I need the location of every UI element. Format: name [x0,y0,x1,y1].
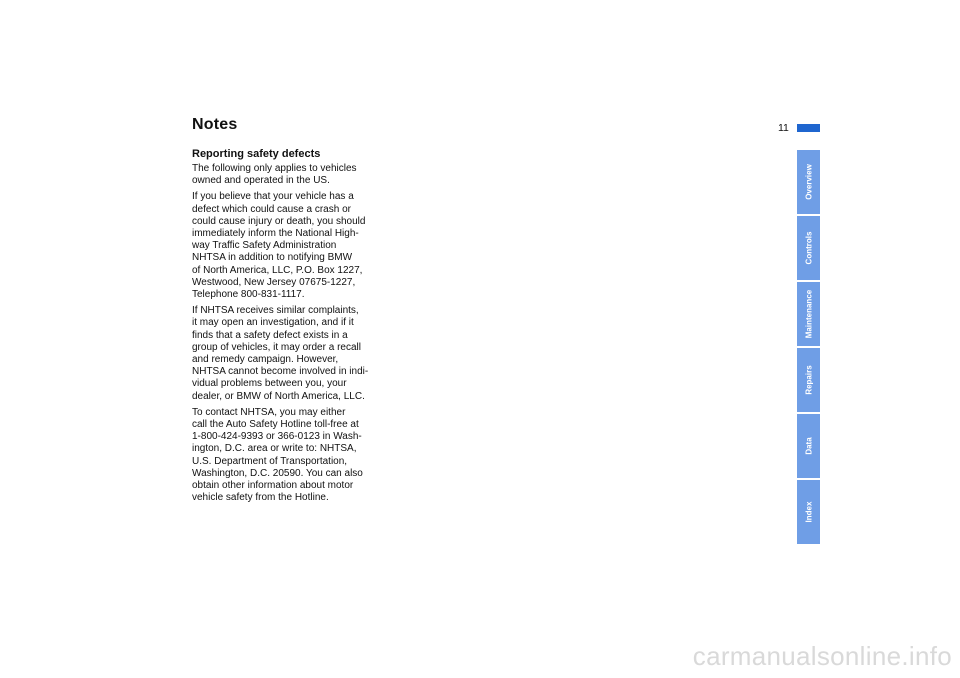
tab-label-overview: Overview [804,164,813,200]
content-column [192,148,392,508]
tab-label-controls: Controls [804,231,813,265]
tab-repairs[interactable] [797,348,820,412]
paragraph-investigation: If NHTSA receives similar complaints, it may open an investigation, and if it finds that a safety defect exists in a group of vehicles, it may order a recall and remedy campaign. However, NHTSA cannot become involved in indi- vidual problems between you, your dealer, or BMW of North America, LLC. [192,305,369,402]
tab-label-index: Index [804,501,813,523]
tab-overview[interactable] [797,150,820,214]
tab-maintenance[interactable] [797,282,820,346]
tab-data[interactable] [797,414,820,478]
watermark: carmanualsonline.info [692,641,952,671]
tab-controls[interactable] [797,216,820,280]
section-tabs [797,150,820,546]
page-marker [797,124,820,132]
page-title: Notes [192,116,238,133]
paragraph-contact: To contact NHTSA, you may either call the Auto Safety Hotline toll-free at 1-800-424-9393 or 366-0123 in Wash- ington, D.C. area or write to: NHTSA, U.S. Department of Transportation, Washington, D.C. 20590. You can also obtain other information about motor vehicle safety from the Hotline. [192,406,363,504]
paragraph-report-defect: If you believe that your vehicle has a defect which could cause a crash or could cause injury or death, you should immediately inform the National High- way Traffic Safety Administration NHTSA in addition to notifying BMW of North America, LLC, P.O. Box 1227, Westwood, New Jersey 07675-1227, Telephone 800-831-1117. [192,191,366,301]
section-heading: Reporting safety defects [192,148,321,160]
tab-label-maintenance: Maintenance [804,289,813,339]
tab-label-data: Data [804,437,813,455]
tab-label-repairs: Repairs [804,365,813,395]
paragraph-applicability: The following only applies to vehicles owned and operated in the US. [192,163,357,187]
page-number: 11 [778,122,789,134]
tab-index[interactable] [797,480,820,544]
